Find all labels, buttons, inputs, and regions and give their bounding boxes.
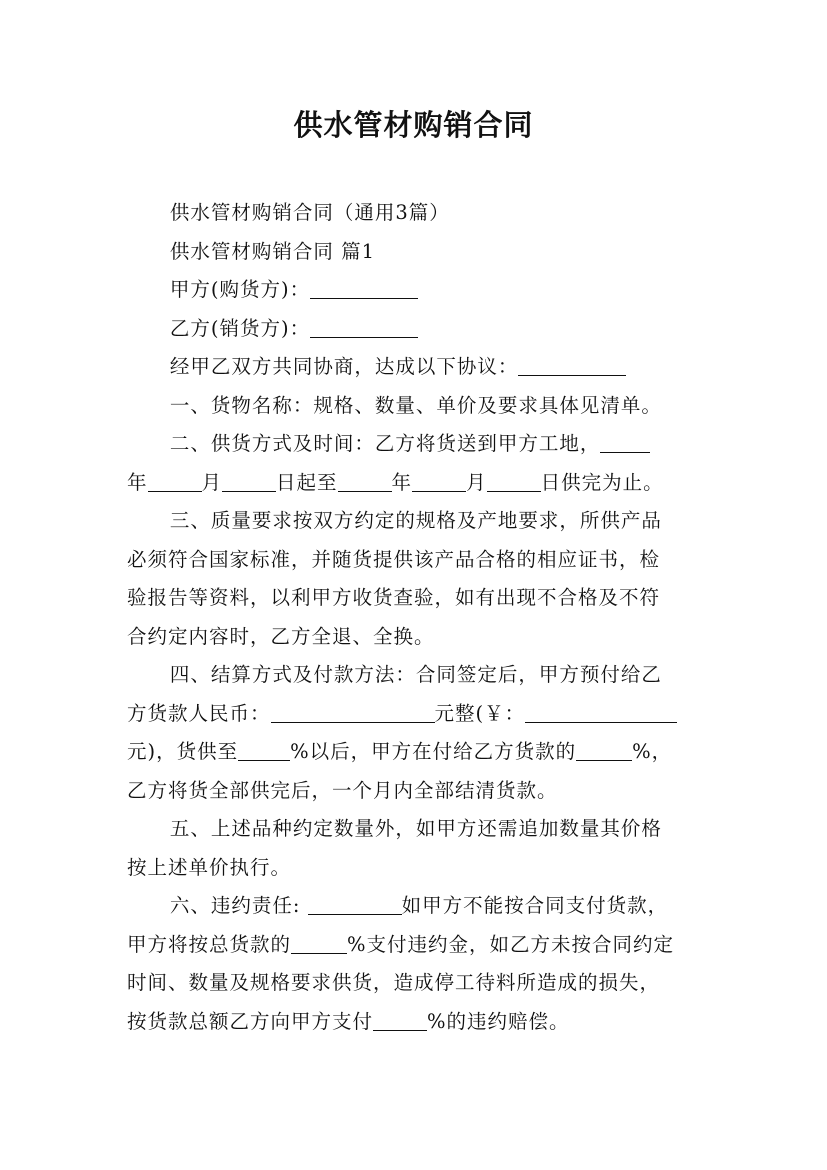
blank bbox=[576, 742, 632, 761]
blank bbox=[238, 742, 290, 761]
clause-4-line-4: 乙方将货全部供完后，一个月内全部结清货款。 bbox=[127, 778, 558, 802]
clause-1: 一、货物名称：规格、数量、单价及要求具体见清单。 bbox=[169, 393, 662, 417]
blank bbox=[308, 896, 402, 915]
clause-5 bbox=[127, 810, 707, 887]
party-a-blank bbox=[310, 280, 418, 299]
blank bbox=[525, 704, 677, 723]
subtitle: 供水管材购销合同（通用3篇） bbox=[169, 201, 450, 224]
clause-3-line-1: 三、质量要求按双方约定的规格及产地要求，所供产品 bbox=[169, 509, 662, 532]
agreement-blank bbox=[518, 357, 626, 376]
party-b-blank bbox=[310, 319, 418, 338]
clause-2-line-1: 二、供货方式及时间：乙方将货送到甲方工地， bbox=[127, 425, 707, 464]
agreement-intro: 经甲乙双方共同协商，达成以下协议： bbox=[127, 348, 707, 387]
clause-6 bbox=[127, 887, 707, 1041]
clause-5-line-1: 五、上述品种约定数量外，如甲方还需追加数量其价格 bbox=[169, 817, 662, 840]
clause-6-line-2: 甲方将按总货款的 %支付违约金，如乙方未按合同约定 bbox=[127, 932, 675, 956]
clause-3-line-3: 验报告等资料，以利甲方收货查验，如有出现不合格及不符 bbox=[127, 586, 661, 609]
party-b-line: 乙方(销货方)： bbox=[127, 310, 707, 349]
document-body bbox=[127, 194, 707, 1041]
clause-6-line-1: 六、违约责任: 如甲方不能按合同支付货款， bbox=[169, 894, 669, 917]
document-title: 供水管材购销合同 bbox=[293, 108, 534, 142]
clause-4-line-2: 方货款人民币： 元整(￥： bbox=[84, 695, 707, 734]
blank bbox=[271, 704, 435, 723]
blank bbox=[373, 1012, 427, 1031]
blank bbox=[600, 434, 650, 453]
clause-4 bbox=[127, 656, 707, 810]
clause-6-line-3: 时间、数量及规格要求供货，造成停工待料所造成的损失， bbox=[127, 971, 661, 994]
blank bbox=[487, 473, 541, 492]
clause-4-line-1: 四、结算方式及付款方法：合同签定后，甲方预付给乙 bbox=[169, 663, 662, 686]
blank bbox=[338, 473, 392, 492]
clause-3-line-2: 必须符合国家标准，并随货提供该产品合格的相应证书，检 bbox=[127, 547, 661, 571]
clause-3 bbox=[127, 502, 707, 656]
blank bbox=[291, 935, 347, 954]
clause-2-line-2: 年 月 日起至 年 月 日供完为止。 bbox=[127, 470, 664, 494]
clause-5-line-2: 按上述单价执行。 bbox=[127, 855, 292, 879]
section-heading: 供水管材购销合同 篇1 bbox=[169, 239, 375, 263]
blank bbox=[148, 473, 202, 492]
party-a-line: 甲方(购货方)： bbox=[127, 271, 707, 310]
clause-3-line-4: 合约定内容时，乙方全退、全换。 bbox=[127, 624, 435, 648]
blank bbox=[412, 473, 466, 492]
clause-6-line-4: 按货款总额乙方向甲方支付 %的违约赔偿。 bbox=[127, 1009, 570, 1033]
blank bbox=[222, 473, 276, 492]
clause-2 bbox=[127, 425, 707, 502]
clause-4-line-3: 元)，货供至 %以后，甲方在付给乙方货款的 %， bbox=[127, 740, 673, 763]
